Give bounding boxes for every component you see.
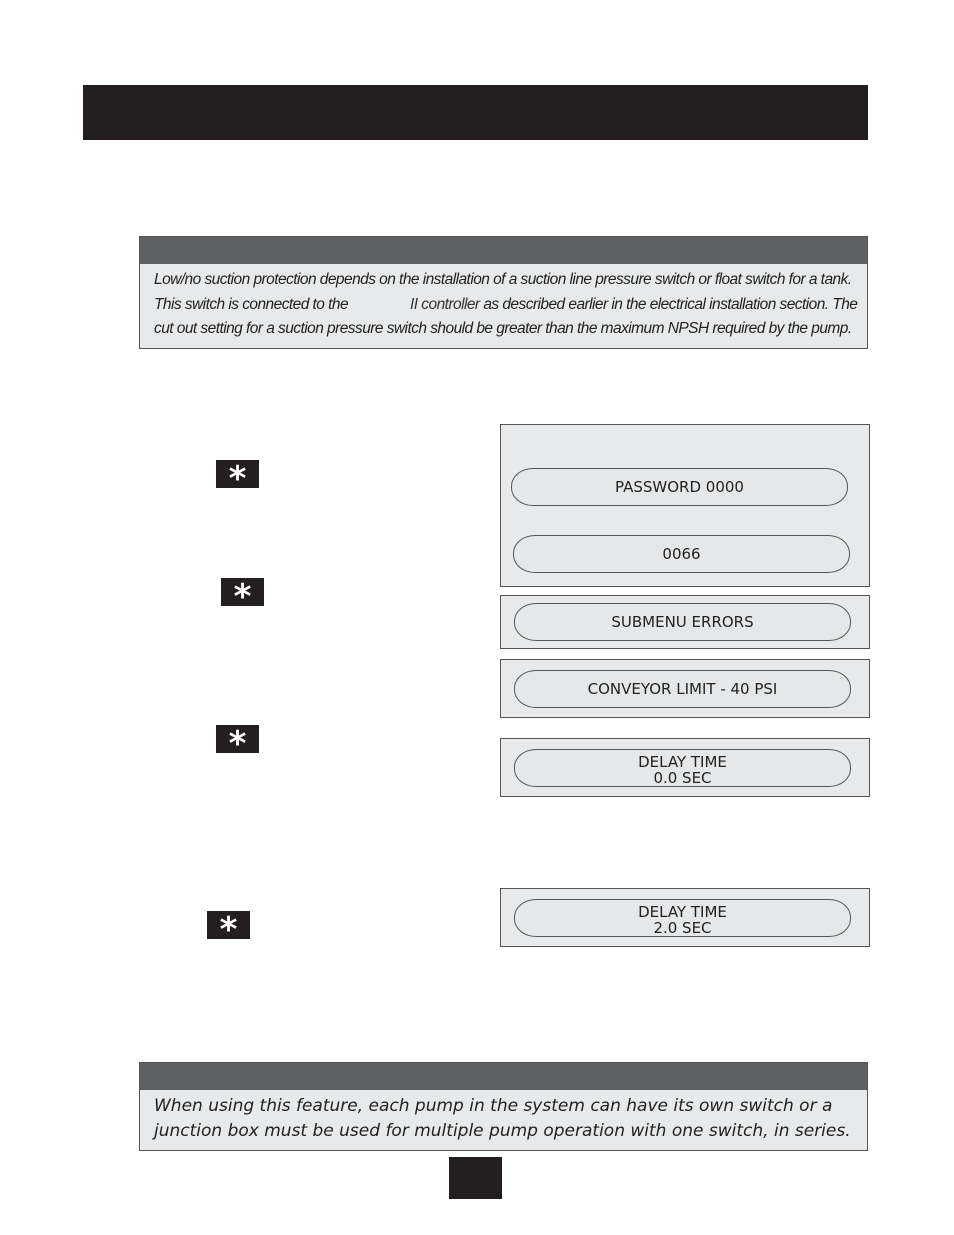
note-line-1: Low/no suction protection depends on the installation of a suction line pressure switch or float switch for a tank. (154, 271, 852, 288)
page-number-tab (449, 1157, 502, 1199)
note-line-2b: II controller (410, 295, 480, 313)
asterisk-key-2[interactable]: * (221, 578, 264, 606)
asterisk-key-1[interactable]: * (216, 460, 259, 488)
password-text: PASSWORD 0000 (615, 478, 744, 496)
delay1-line2: 0.0 SEC (653, 769, 712, 787)
note2-line-2: junction box must be used for multiple pump operation with one switch, in series. (154, 1121, 851, 1141)
delay2-line1: DELAY TIME (638, 903, 727, 921)
note-line-2c: as described earlier in the electrical installation section. The (483, 295, 858, 313)
delay-display-2 (514, 899, 851, 937)
note-line-3: cut out setting for a suction pressure switch should be greater than the maximum NPSH required by the pump. (154, 320, 852, 337)
conveyor-display (514, 670, 851, 708)
code-display (513, 535, 850, 573)
note-line-2a: This switch is connected to the (154, 295, 349, 313)
delay2-line2: 2.0 SEC (653, 919, 712, 937)
header-bar (83, 85, 868, 140)
note-header-bar (140, 237, 867, 264)
asterisk-key-3[interactable]: * (216, 725, 259, 753)
delay-display-1 (514, 749, 851, 787)
conveyor-text: CONVEYOR LIMIT - 40 PSI (587, 680, 778, 698)
password-display (511, 468, 848, 506)
submenu-text: SUBMENU ERRORS (611, 613, 754, 631)
conveyor-panel (500, 659, 870, 718)
submenu-display (514, 603, 851, 641)
delay-panel-1 (500, 738, 870, 797)
delay1-line1: DELAY TIME (638, 753, 727, 771)
note2-header-bar (140, 1063, 867, 1090)
submenu-panel (500, 595, 870, 649)
note2-text (140, 1090, 867, 1144)
note-text (140, 264, 867, 342)
password-panel (500, 424, 870, 587)
series-note-box (139, 1062, 868, 1151)
suction-note-box (139, 236, 868, 349)
delay-panel-2 (500, 888, 870, 947)
note2-line-1: When using this feature, each pump in the system can have its own switch or a (154, 1096, 833, 1116)
code-text: 0066 (662, 545, 701, 563)
asterisk-key-4[interactable]: * (207, 911, 250, 939)
